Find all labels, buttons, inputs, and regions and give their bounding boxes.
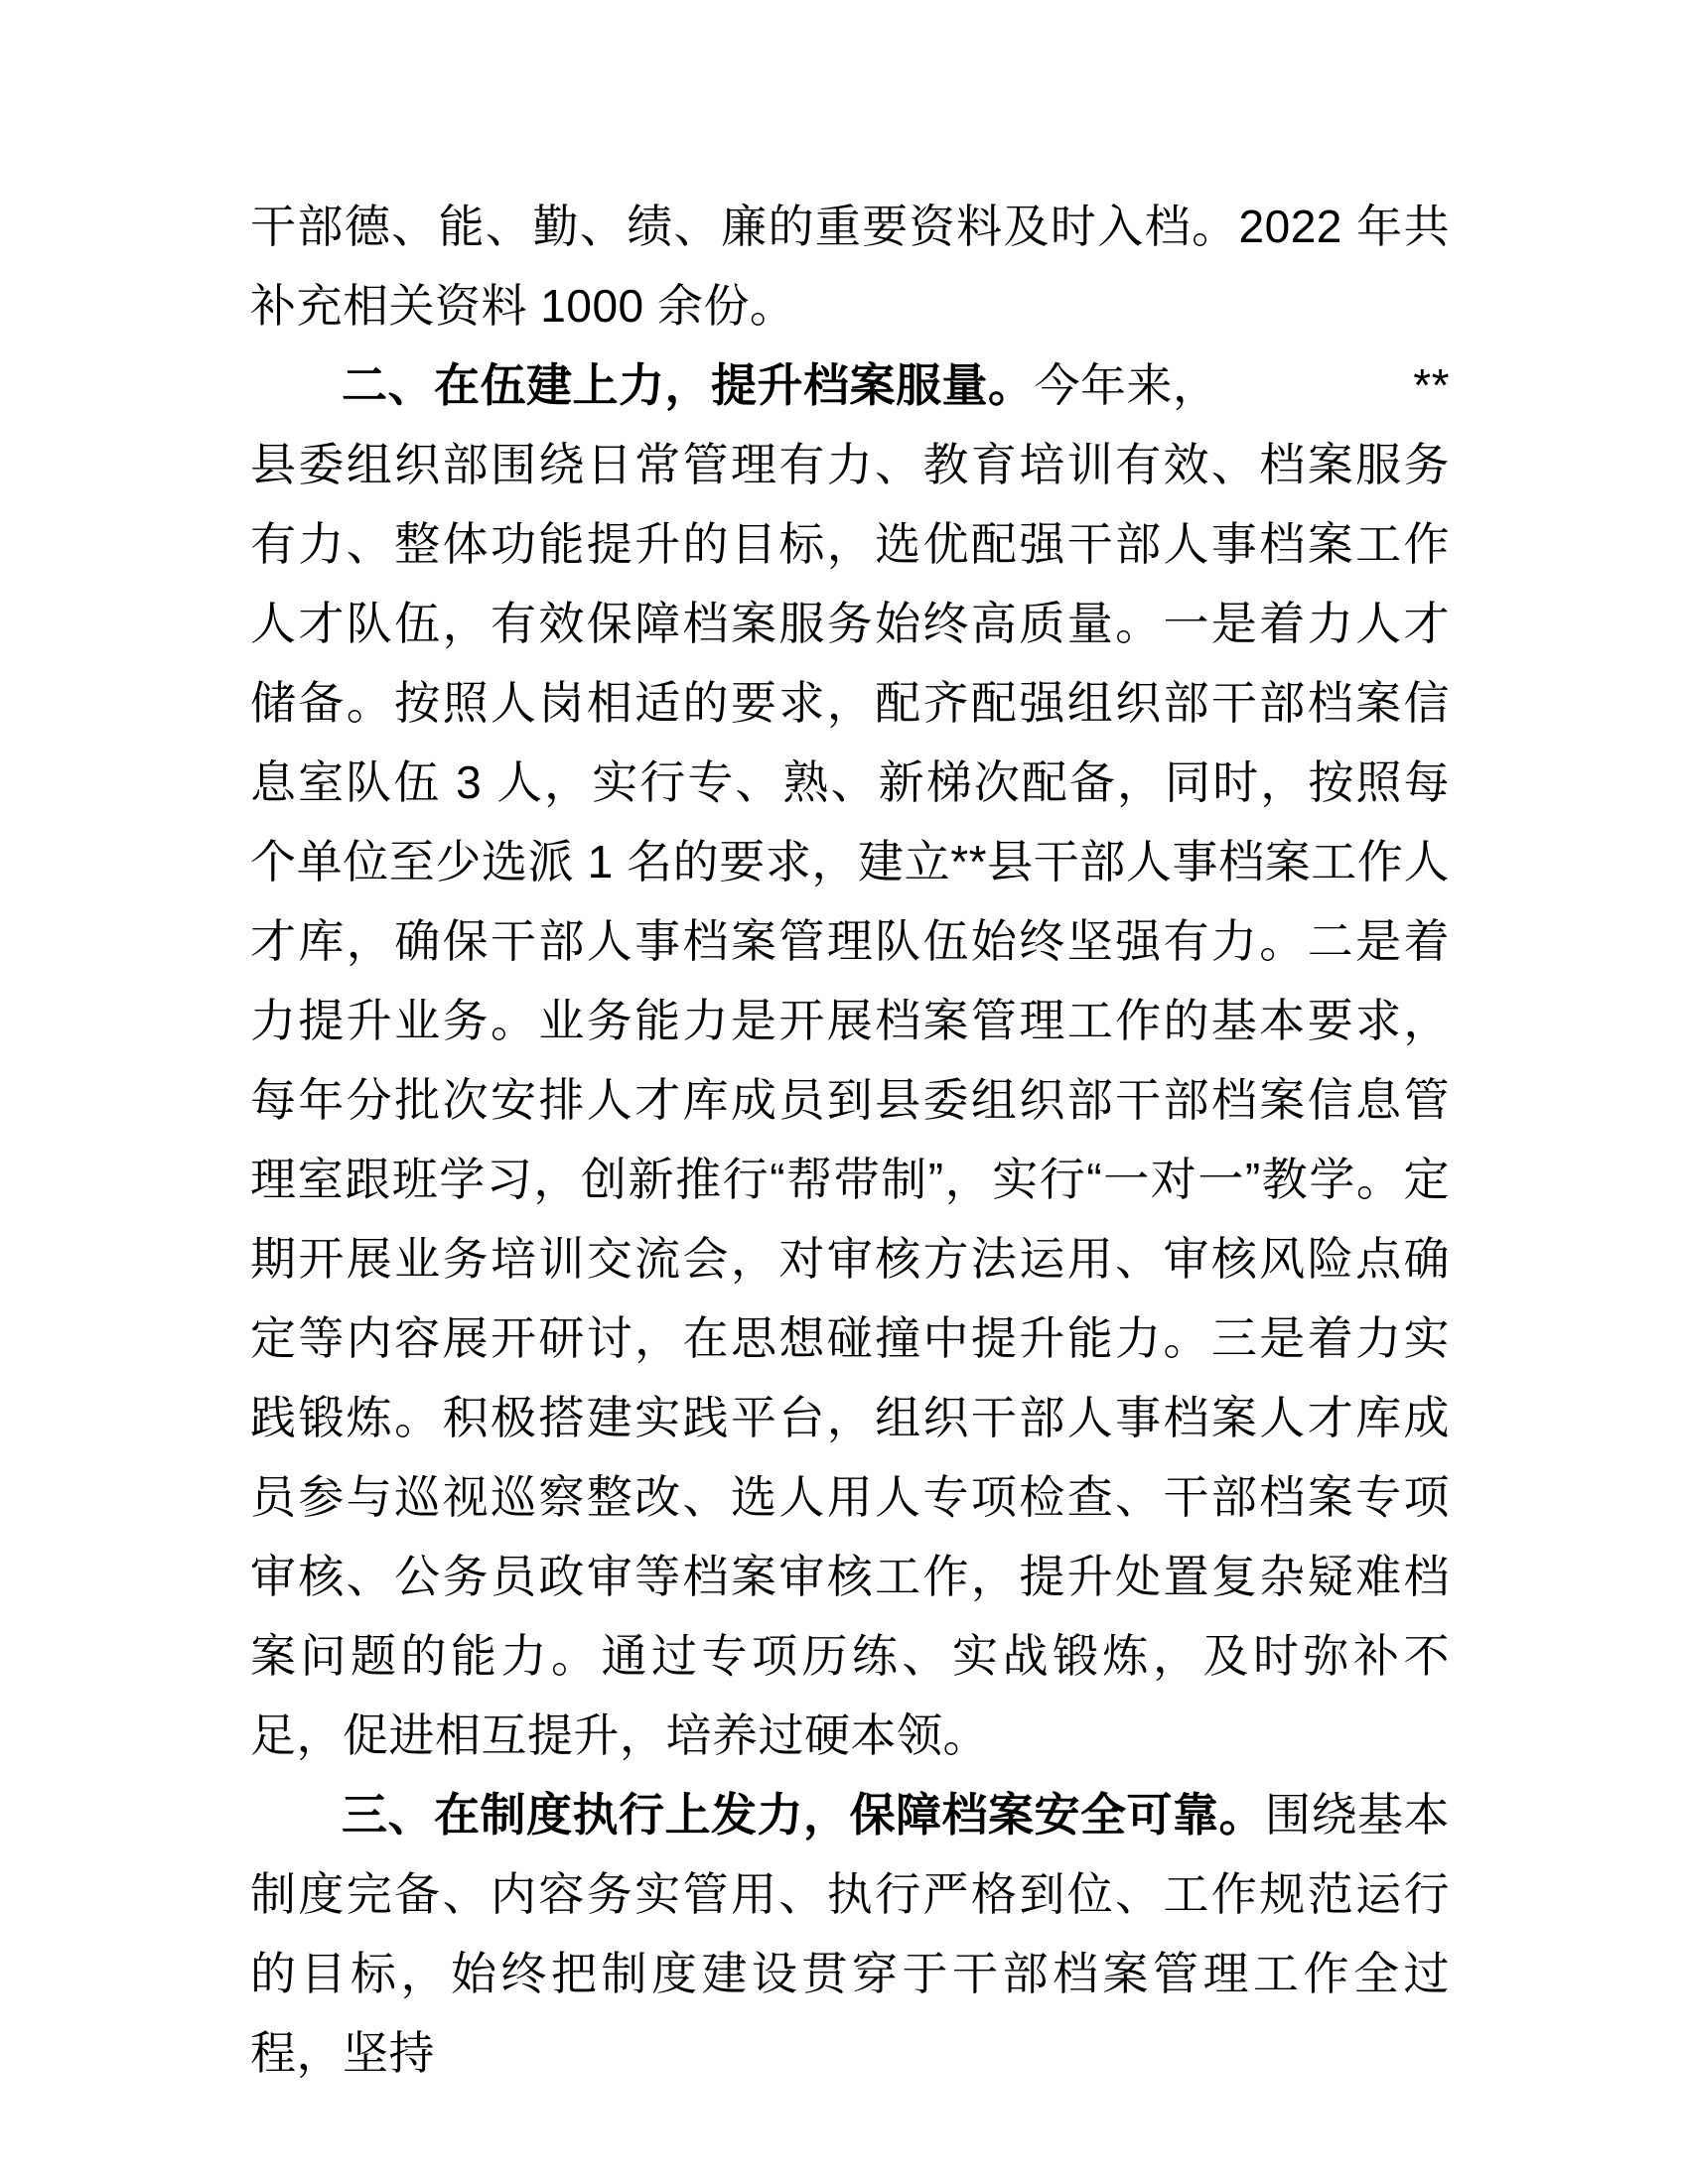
text-run: 围绕基本制度完备、内容务实管用、执行严格到位、工作规范运行的目标，始终把制度建设贯穿于干部档案管理工作全过程，坚持 bbox=[250, 1789, 1450, 2079]
document-body bbox=[250, 187, 1450, 2093]
text-run: 县委组织部围绕日常管理有力、教育培训有效、档案服务有力、整体功能提升的目标，选优配强干部人事档案工作人才队伍，有效保障档案服务始终高质量。一是着力人才储备。按照人岗相适的要求，配齐配强组织部干部档案信息室队伍 3 人，实行专、熟、新梯次配备，同时，按照每个单位至少选派 1 名的要求，建立**县干部人事档案工作人才库，确保干部人事档案管理队伍始终坚强有力。二是着力提升业务。业务能力是开展档案管理工作的基本要求，每年分批次安排人才库成员到县委组织部干部档案信息管理室跟班学习，创新推行“帮带制”，实行“一对一”教学。定期开展业务培训交流会，对审核方法运用、审核风险点确定等内容展开研讨，在思想碰撞中提升能力。三是着力实践锻炼。积极搭建实践平台，组织干部人事档案人才库成员参与巡视巡察整改、选人用人专项检查、干部档案专项审核、公务员政审等档案审核工作，提升处置复杂疑难档案问题的能力。通过专项历练、实战锻炼，及时弥补不足，促进相互提升，培养过硬本领。 bbox=[250, 439, 1450, 1761]
paragraph-heading-line bbox=[250, 345, 1450, 425]
text-run: ** bbox=[1413, 359, 1450, 411]
paragraph bbox=[250, 1775, 1450, 2093]
heading-run: 二、在伍建上力，提升档案服量。 bbox=[342, 359, 1035, 411]
paragraph bbox=[250, 187, 1450, 345]
heading-run: 三、在制度执行上发力，保障档案安全可靠。 bbox=[342, 1789, 1265, 1841]
text-run: 今年来， bbox=[1034, 359, 1219, 411]
heading-right-group bbox=[1413, 345, 1450, 425]
paragraph bbox=[250, 425, 1450, 1775]
text-run: 干部德、能、勤、绩、廉的重要资料及时入档。2022 年共补充相关资料 1000 余份。 bbox=[250, 201, 1450, 332]
heading-left-group bbox=[342, 345, 1219, 425]
